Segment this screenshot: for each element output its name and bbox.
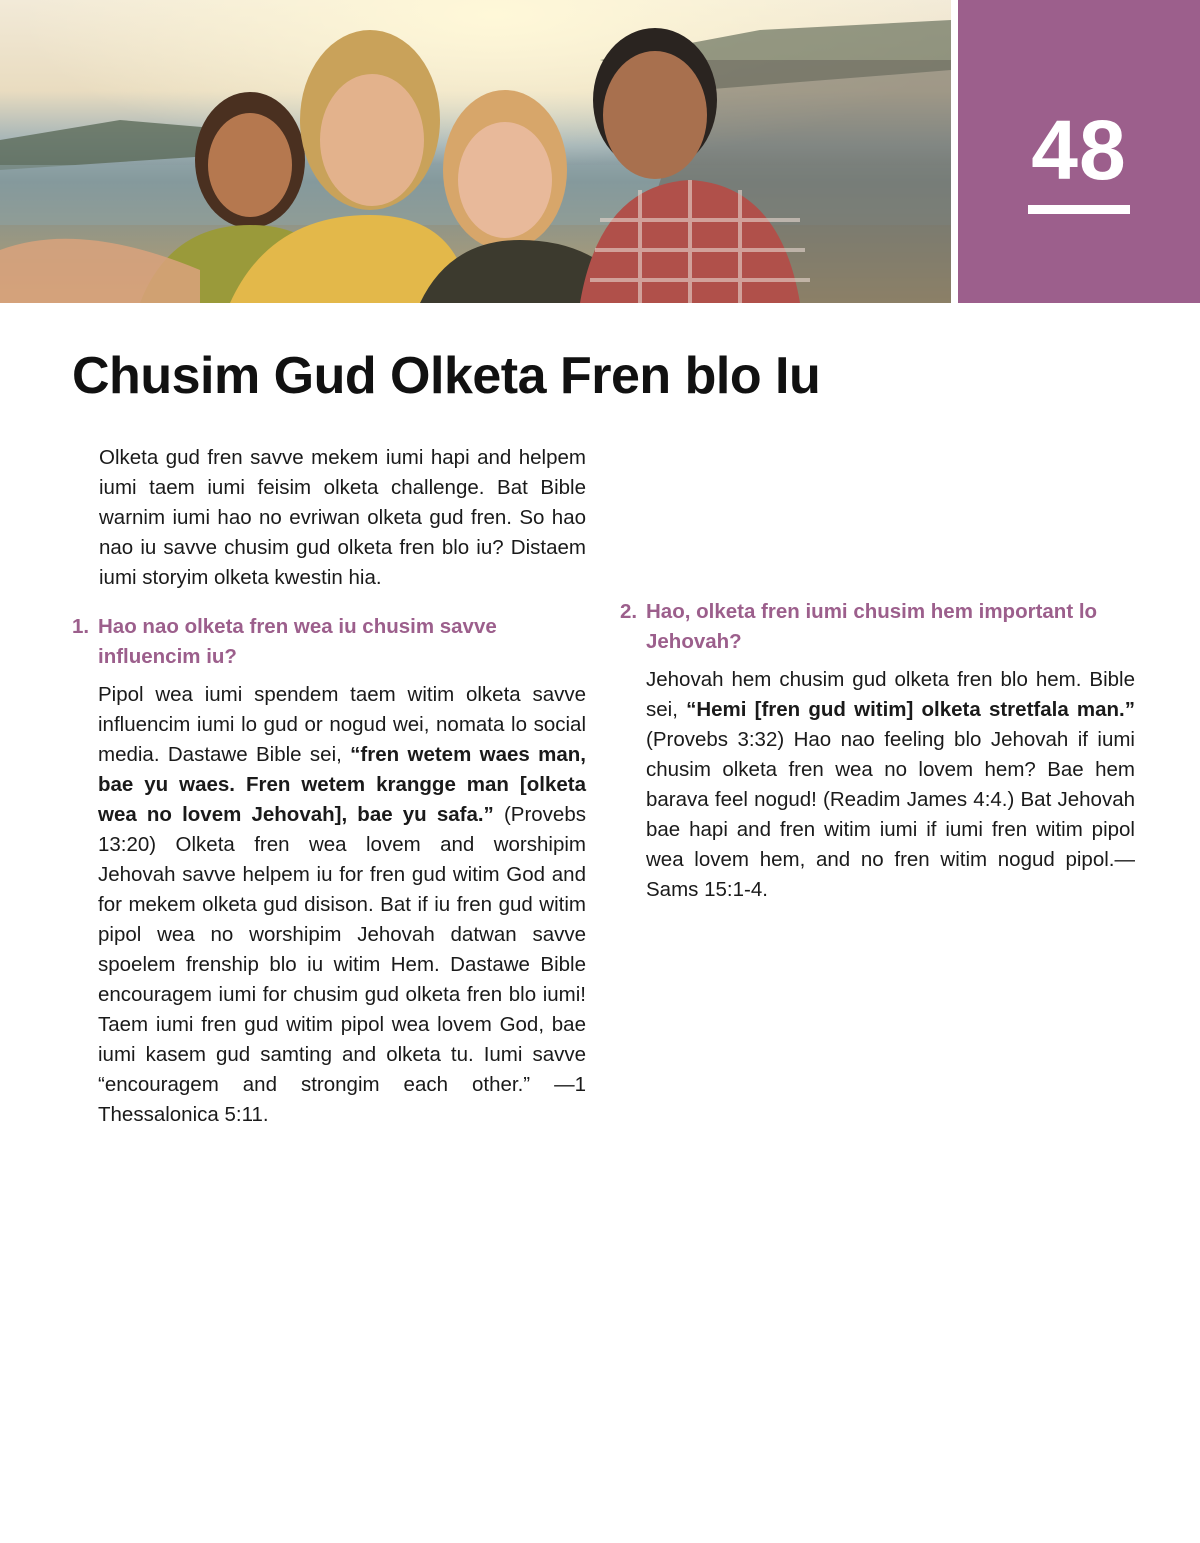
intro-paragraph: Olketa gud fren savve mekem iumi hapi and helpem iumi taem iumi feisim olketa challenge. Bat Bible warnim iumi hao no evriwan olketa gud fren. So hao nao iu savve chusim gud olketa fren blo iu? Distaem iumi storyim olketa kwestin hia. [99,446,586,589]
friends-selfie-illustration [0,0,951,303]
answer-1-start: Pipol wea iumi spendem taem witim olketa savve influencim iumi lo gud or nogud wei, nomata lo social media. Dastawe Bible sei, [98,683,586,766]
question-1-text: Hao nao olketa fren wea iu chusim savve influencim iu? [98,615,497,668]
answer-1-paragraph [98,680,586,1130]
question-1-number: 1. [72,615,90,638]
page-title: Chusim Gud Olketa Fren blo Iu [72,347,821,405]
answer-2-quote: “Hemi [fren gud witim] olketa stretfala man.” [686,698,1135,721]
answer-2-paragraph [646,665,1135,905]
header-photo [0,0,951,303]
question-2-number: 2. [620,600,638,623]
answer-2-end: (Provebs 3:32) Hao nao feeling blo Jehovah if iumi chusim olketa fren wea no lovem hem? Bae hem barava feel nogud! (Readim James 4:4.) Bat Jehovah bae hapi and fren witim iumi if iumi fren witim pipol wea lovem hem, and no fren witim nogud pipol.—Sams 15:1-4. [646,728,1135,901]
column-continuation-space [620,443,1135,597]
right-column [620,443,1135,924]
question-1 [72,612,586,672]
lesson-number: 48 [1031,103,1127,197]
answer-1-quote: “fren wetem waes man, bae yu waes. Fren wetem krangge man [olketa wea no lovem Jehovah], bae yu safa.” [98,743,586,826]
question-2-text: Hao, olketa fren iumi chusim hem important lo Jehovah? [646,600,1098,653]
badge-underline [1028,205,1130,214]
left-column [72,443,586,1149]
question-2 [620,597,1135,657]
answer-2-start: Jehovah hem chusim gud olketa fren blo hem. Bible sei, [646,668,1135,721]
lesson-number-badge [958,0,1200,303]
answer-1-end: (Provebs 13:20) Olketa fren wea lovem and worshipim Jehovah savve helpem iu for fren gud witim God and for mekem olketa gud disison. Bat if iu fren gud witim pipol wea no worshipim Jehovah datwan savve spoelem frenship blo iu witim Hem. Dastawe Bible encouragem iumi for chusim gud olketa fren blo iumi! Taem iumi fren gud witim pipol wea lovem God, bae iumi kasem gud samting and olketa tu. Iumi savve “encouragem and strongim each other.” —1 Thessalonica 5:11. [98,803,586,1126]
